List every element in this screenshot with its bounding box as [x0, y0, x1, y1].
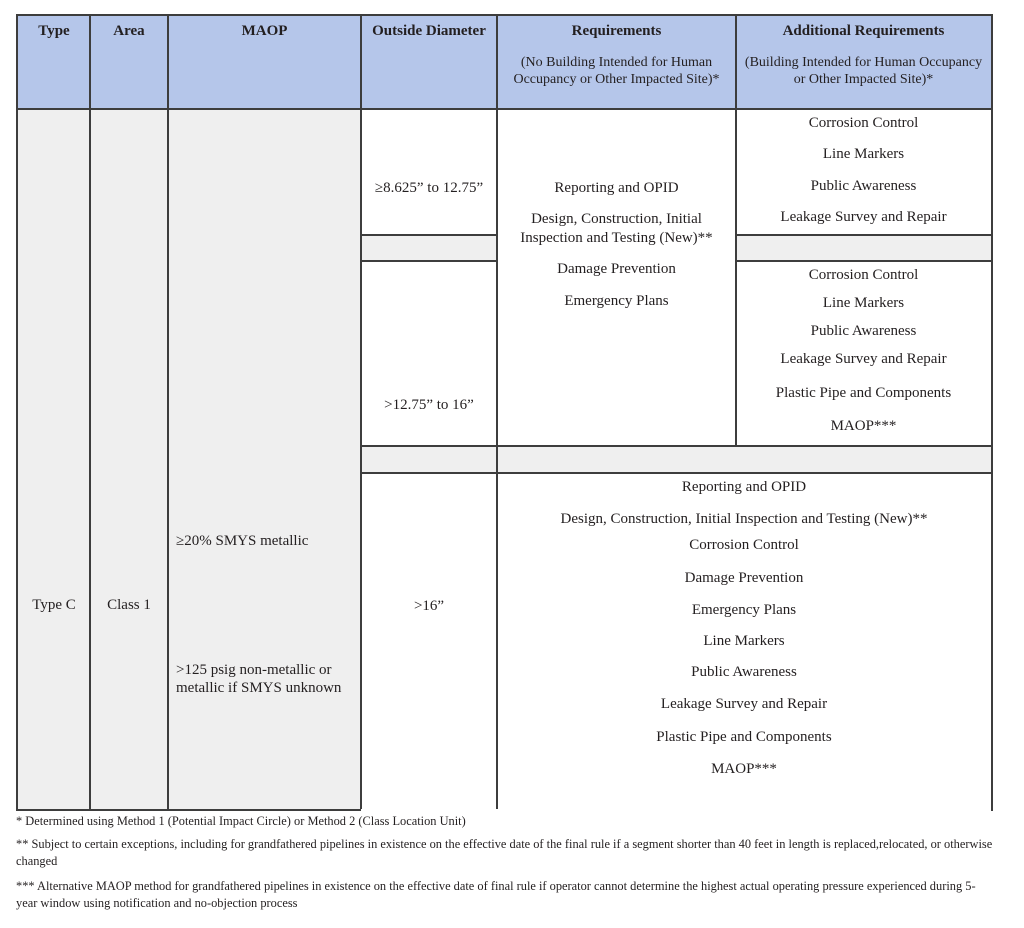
header-requirements-sub: (No Building Intended for Human Occupancy or Other Impacted Site)*: [513, 55, 720, 87]
od-range-3: >16”: [413, 598, 445, 614]
header-area-label: Area: [113, 23, 145, 39]
req-item-large: MAOP***: [711, 761, 777, 777]
footnote-1: * Determined using Method 1 (Potential Impact Circle) or Method 2 (Class Location Unit): [16, 814, 466, 828]
req-item-large: Line Markers: [703, 633, 785, 649]
col-divider: [167, 16, 169, 809]
footnote-2: ** Subject to certain exceptions, including for grandfathered pipelines in existence on the effective date of the final rule if a segment shorter than 40 feet in length is replaced,relocated, or otherwise changed: [16, 837, 993, 868]
header-maop: [168, 16, 361, 109]
od-range-1: ≥8.625” to 12.75”: [374, 180, 484, 196]
add-item: Line Markers: [822, 146, 905, 162]
req-item: Reporting and OPID: [554, 180, 679, 196]
req-item-large: Plastic Pipe and Components: [656, 729, 832, 745]
add-item: Plastic Pipe and Components: [775, 385, 952, 401]
req-item-large: Design, Construction, Initial Inspection and Testing (New)**: [560, 511, 928, 527]
add-item: MAOP***: [830, 418, 897, 434]
maop-value-metallic: ≥20% SMYS metallic: [176, 533, 309, 549]
add-item: Leakage Survey and Repair: [780, 209, 947, 225]
header-od-label: Outside Diameter: [372, 23, 486, 39]
add-item: Line Markers: [822, 295, 905, 311]
header-type: [18, 16, 90, 109]
req-item-large: Damage Prevention: [684, 570, 804, 586]
row-divider: [360, 234, 498, 236]
req-item: Design, Construction, Initial Inspection and Testing (New)**: [520, 211, 713, 246]
col-divider: [89, 16, 91, 809]
col-divider: [735, 16, 737, 446]
row-divider: [735, 234, 991, 236]
req-item-large: Reporting and OPID: [681, 479, 807, 495]
header-additional-label: Additional Requirements: [782, 23, 945, 39]
add-item: Public Awareness: [810, 323, 917, 339]
od-cell-3: [361, 473, 497, 811]
area-value: Class 1: [107, 597, 151, 613]
header-outside-diameter: [361, 16, 497, 109]
req-item: Emergency Plans: [564, 293, 669, 309]
row-divider: [735, 260, 991, 262]
maop-value-nonmetallic: >125 psig non-metallic or metallic if SMYS unknown: [176, 662, 342, 696]
requirements-table: [16, 14, 993, 811]
req-item-large: Emergency Plans: [691, 602, 797, 618]
header-divider: [18, 108, 991, 110]
row-divider: [360, 472, 991, 474]
header-requirements: [497, 16, 736, 109]
header-maop-label: MAOP: [241, 23, 288, 39]
header-additional: [736, 16, 991, 109]
add-item: Corrosion Control: [808, 267, 919, 283]
add-item: Leakage Survey and Repair: [780, 351, 947, 367]
header-requirements-label: Requirements: [571, 23, 662, 39]
od-cell-2: [361, 261, 497, 446]
od-cell-1: [361, 109, 497, 235]
row-divider: [360, 445, 991, 447]
header-additional-sub: (Building Intended for Human Occupancy or Other Impacted Site)*: [744, 55, 983, 87]
req-item-large: Leakage Survey and Repair: [660, 696, 828, 712]
od-range-2: >12.75” to 16”: [384, 397, 474, 413]
type-value: Type C: [32, 597, 76, 613]
req-item-large: Corrosion Control: [689, 537, 799, 553]
add-item: Public Awareness: [810, 178, 917, 194]
header-type-label: Type: [38, 23, 70, 39]
add-item: Corrosion Control: [808, 115, 919, 131]
req-item: Damage Prevention: [557, 261, 676, 277]
footnote-3: *** Alternative MAOP method for grandfathered pipelines in existence on the effective date of final rule if operator cannot determine the highest actual operating pressure experienced during 5-year window using notification and no-objection process: [16, 879, 976, 910]
row-divider: [360, 260, 498, 262]
req-item-large: Public Awareness: [691, 664, 797, 680]
header-area: [90, 16, 168, 109]
